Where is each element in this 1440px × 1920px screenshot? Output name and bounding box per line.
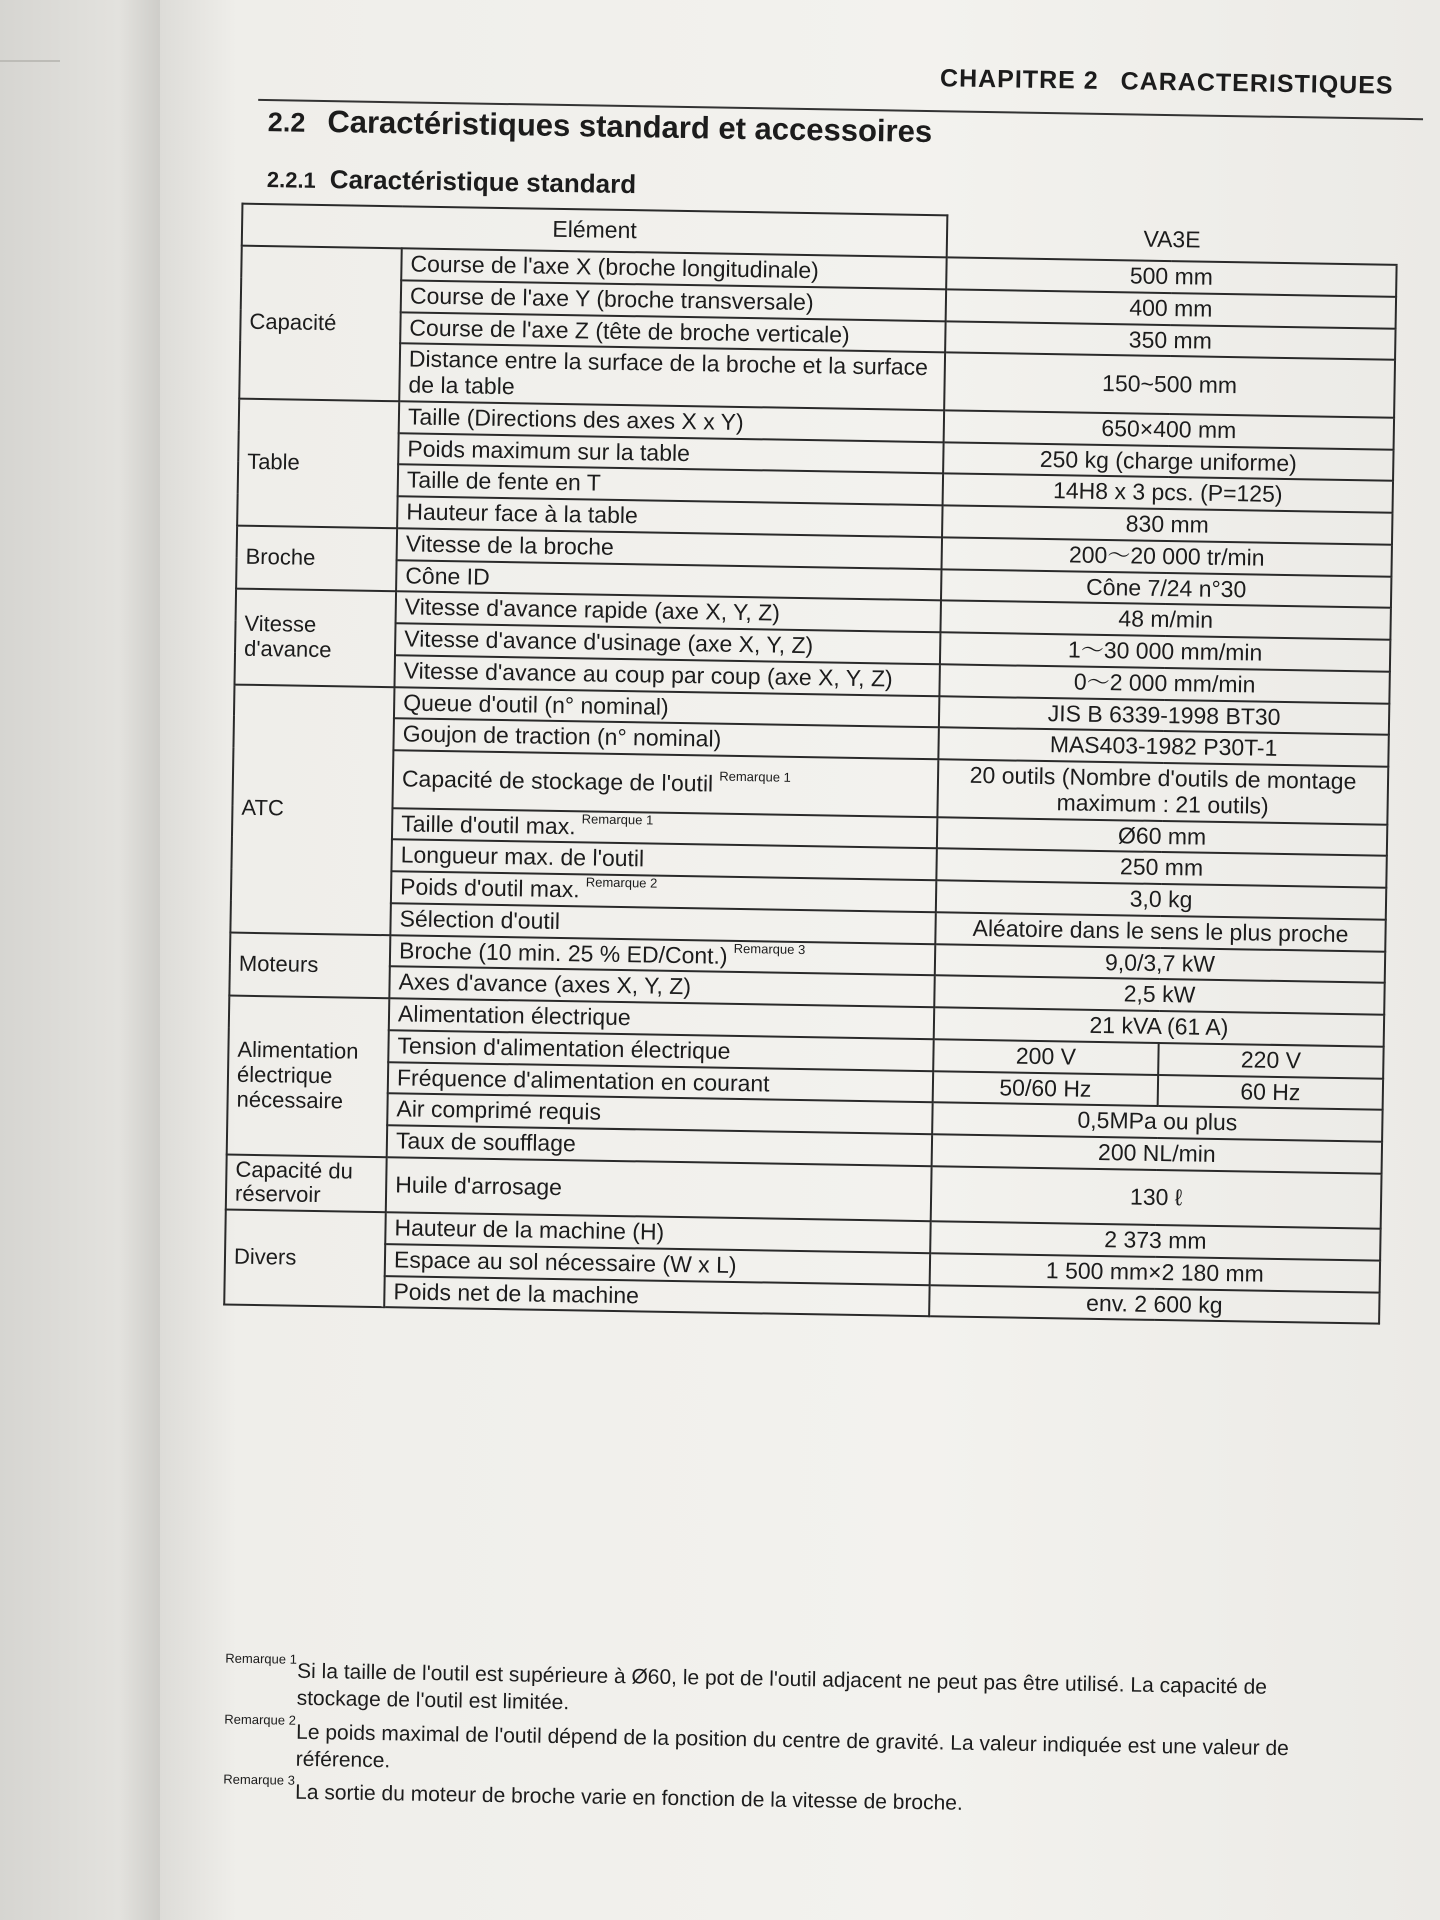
subsection-number: 2.2.1	[266, 167, 317, 193]
item-cell: Course de l'axe Y (broche transversale)	[401, 280, 946, 321]
value-cell: 130 ℓ	[931, 1166, 1382, 1229]
value-cell-b: 60 Hz	[1158, 1074, 1384, 1109]
section-number: 2.2	[267, 107, 306, 138]
section-title-text: Caractéristiques standard et accessoires	[327, 104, 933, 150]
item-cell: Vitesse d'avance rapide (axe X, Y, Z)	[396, 592, 941, 633]
item-cell: Axes d'avance (axes X, Y, Z)	[389, 966, 934, 1007]
value-cell: 14H8 x 3 pcs. (P=125)	[943, 474, 1393, 513]
item-cell: Hauteur de la machine (H)	[385, 1212, 930, 1253]
left-page-mark	[0, 60, 60, 62]
value-cell: Cône 7/24 n°30	[941, 569, 1391, 608]
item-text: Poids d'outil max.	[399, 873, 580, 903]
header-item-cell: Elément	[242, 204, 948, 258]
value-cell: 48 m/min	[940, 601, 1390, 640]
item-cell: Taille de fente en T	[398, 465, 943, 506]
footnote-text: Le poids maximal de l'outil dépend de la position du centre de gravité. La valeur indiquée est une valeur de référence.	[295, 1720, 1290, 1773]
item-cell: Vitesse d'avance au coup par coup (axe X, Y, Z)	[394, 655, 939, 696]
category-cell: Capacité	[239, 246, 402, 401]
chapter-header	[940, 64, 1394, 101]
item-cell: Sélection d'outil	[390, 903, 935, 944]
footnote	[223, 1711, 1354, 1790]
value-cell-b: 220 V	[1158, 1043, 1384, 1078]
item-cell: Taille (Directions des axes X x Y)	[399, 401, 944, 442]
footnote-label: Remarque 2	[224, 1711, 297, 1728]
spec-table	[223, 203, 1398, 1325]
item-cell: Course de l'axe Z (tête de broche verticale)	[400, 312, 945, 353]
item-cell: Hauteur face à la table	[397, 496, 942, 537]
item-cell: Course de l'axe X (broche longitudinale)	[401, 248, 946, 289]
value-cell: 830 mm	[942, 505, 1392, 544]
category-cell: Capacité du réservoir	[226, 1154, 387, 1212]
value-cell: 150~500 mm	[944, 353, 1395, 418]
left-page-edge	[0, 0, 170, 1920]
value-cell: 200〜20 000 tr/min	[942, 537, 1392, 576]
remark-marker: Remarque 1	[719, 768, 791, 785]
value-cell: JIS B 6339-1998 BT30	[939, 696, 1389, 735]
value-cell: 1〜30 000 mm/min	[940, 632, 1390, 671]
item-text: Capacité de stockage de l'outil	[401, 765, 714, 797]
footnote-label: Remarque 3	[223, 1771, 296, 1788]
footnote-text: Si la taille de l'outil est supérieure à Ø60, le pot de l'outil adjacent ne peut pas être utilisé. La capacité de stockage de l'outil est limitée.	[296, 1659, 1268, 1715]
value-cell: 200 NL/min	[932, 1134, 1382, 1173]
value-cell: 650×400 mm	[944, 410, 1394, 449]
item-cell: Tension d'alimentation électrique	[388, 1030, 933, 1071]
chapter-title: CARACTERISTIQUES	[1120, 67, 1394, 100]
page-content	[160, 0, 1440, 1920]
item-cell: Fréquence d'alimentation en courant	[388, 1062, 933, 1103]
value-cell: 250 kg (charge uniforme)	[943, 442, 1393, 481]
category-cell: Moteurs	[229, 932, 390, 998]
value-cell: 0,5MPa ou plus	[932, 1102, 1382, 1141]
value-cell: 3,0 kg	[936, 880, 1386, 919]
value-cell: 2 373 mm	[930, 1221, 1380, 1260]
category-cell: Alimentation électrique nécessaire	[227, 996, 390, 1157]
category-cell: Table	[237, 398, 399, 528]
value-cell: 2,5 kW	[934, 975, 1384, 1014]
item-cell: Espace au sol nécessaire (W x L)	[385, 1244, 930, 1285]
item-cell: Vitesse d'avance d'usinage (axe X, Y, Z)	[395, 623, 940, 664]
value-cell: Aléatoire dans le sens le plus proche	[935, 912, 1385, 951]
item-cell	[392, 750, 938, 817]
item-cell: Alimentation électrique	[389, 998, 934, 1039]
footnotes	[223, 1650, 1355, 1830]
document-page	[160, 0, 1440, 1920]
item-cell: Poids net de la machine	[384, 1276, 929, 1317]
value-cell-a: 50/60 Hz	[933, 1071, 1158, 1106]
value-cell-a: 200 V	[933, 1039, 1158, 1074]
item-cell: Cône ID	[396, 560, 941, 601]
value-cell: 1 500 mm×2 180 mm	[930, 1253, 1380, 1292]
subsection-title-text: Caractéristique standard	[329, 164, 637, 200]
value-cell: 20 outils (Nombre d'outils de montage maximum : 21 outils)	[937, 759, 1388, 824]
item-cell: Taux de soufflage	[387, 1125, 932, 1166]
value-cell: 9,0/3,7 kW	[935, 944, 1385, 983]
footnote-text: La sortie du moteur de broche varie en fonction de la vitesse de broche.	[294, 1780, 963, 1816]
remark-marker: Remarque 3	[733, 940, 806, 957]
header-model-cell: VA3E	[947, 215, 1398, 264]
category-cell: Broche	[236, 525, 397, 591]
item-text: Broche (10 min. 25 % ED/Cont.)	[398, 936, 728, 969]
item-cell: Vitesse de la broche	[397, 528, 942, 569]
item-cell: Huile d'arrosage	[386, 1157, 932, 1221]
value-cell: Ø60 mm	[937, 817, 1387, 856]
item-text: Taille d'outil max.	[401, 809, 576, 839]
item-cell: Goujon de traction (n° nominal)	[393, 718, 938, 759]
item-cell: Queue d'outil (n° nominal)	[394, 687, 939, 728]
value-cell: 500 mm	[946, 257, 1396, 296]
value-cell: MAS403-1982 P30T-1	[938, 728, 1388, 767]
category-cell: ATC	[230, 684, 394, 935]
footnote	[224, 1650, 1355, 1730]
value-cell: 21 kVA (61 A)	[934, 1007, 1384, 1046]
item-cell: Poids maximum sur la table	[398, 433, 943, 474]
footnote-label: Remarque 1	[225, 1650, 298, 1667]
value-cell: 250 mm	[936, 849, 1386, 888]
remark-marker: Remarque 2	[585, 874, 658, 891]
category-cell: Vitesse d'avance	[235, 589, 397, 687]
value-cell: 350 mm	[945, 321, 1395, 360]
value-cell: 400 mm	[946, 289, 1396, 328]
value-cell: env. 2 600 kg	[929, 1285, 1379, 1324]
item-cell: Distance entre la surface de la broche et la surface de la table	[399, 344, 945, 411]
item-cell: Air comprimé requis	[387, 1093, 932, 1134]
subsection-title	[267, 163, 637, 200]
item-cell: Longueur max. de l'outil	[391, 839, 936, 880]
category-cell: Divers	[224, 1210, 386, 1308]
value-cell: 0〜2 000 mm/min	[939, 664, 1389, 703]
chapter-label: CHAPITRE 2	[939, 64, 1099, 95]
remark-marker: Remarque 1	[581, 810, 654, 828]
